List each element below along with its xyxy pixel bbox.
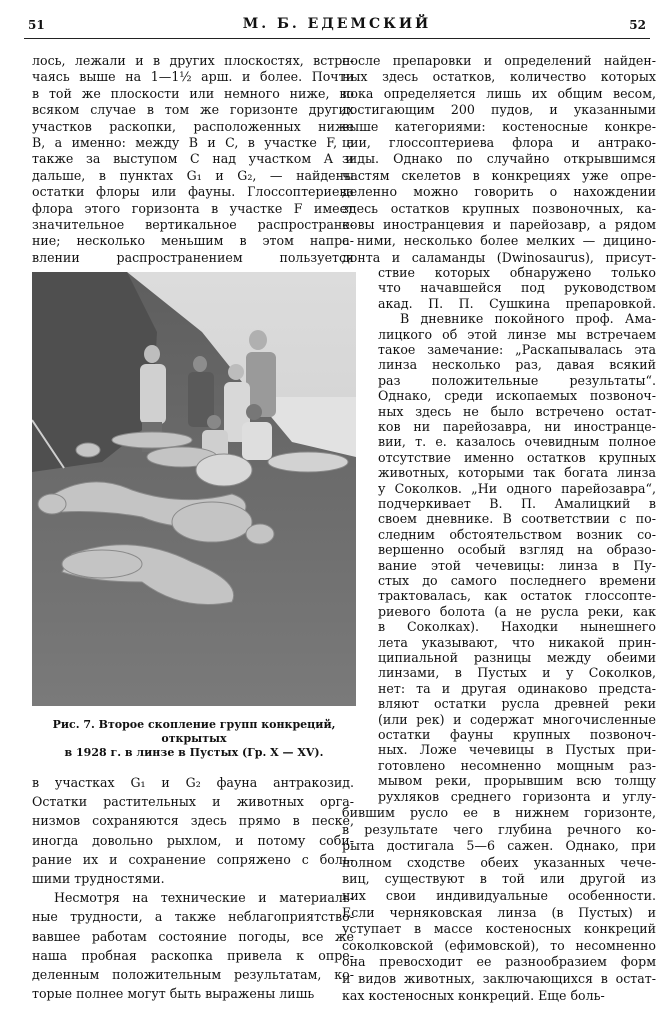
text-line: лось, лежали и в других плоскостях, встре- xyxy=(32,53,354,68)
text-line: рание их и сохранение сопряжено с боль- xyxy=(32,851,354,867)
text-line: нет: та и другая одинаково предста- xyxy=(378,680,656,696)
text-line: также за выступом C над участком A и xyxy=(32,151,354,167)
text-line: выше категориями: костеносные конкре- xyxy=(342,118,656,134)
text-line: низмов сохраняются здесь прямо в песке, xyxy=(32,813,354,829)
text-line: рыта достигала 5—6 сажен. Однако, при xyxy=(342,838,656,854)
text-line: ках костеносных конкреций. Еще боль- xyxy=(342,987,605,1003)
text-line: акад. П. П. Сушкина препаровкой. xyxy=(378,295,656,311)
figure-photo xyxy=(32,272,356,706)
text-line: шими трудностями. xyxy=(32,871,165,886)
text-line: деленным положительным результатам, ко- xyxy=(32,967,354,982)
figure-caption xyxy=(24,718,364,760)
text-line: здесь остатков крупных позвоночных, ка- xyxy=(342,200,656,216)
text-line: флора этого горизонта в участке F имеет xyxy=(32,200,354,216)
text-line: мывом реки, прорывшим всю толщу xyxy=(378,773,656,789)
text-line: рухляков среднего горизонта и углу- xyxy=(378,788,656,804)
text-line: соколковской (ефимовской), то несомненно xyxy=(342,937,656,953)
text-line: вии, т. е. казалось очевидным полное xyxy=(378,434,656,450)
text-line: ние; несколько меньшим в этом напра- xyxy=(32,233,354,249)
text-line: в результате чего глубина речного ко- xyxy=(342,821,656,837)
text-line: вавшее работам состояние погоды, все же xyxy=(32,928,354,944)
text-line: готовлено несомненно мощным раз- xyxy=(378,757,656,773)
text-line: в Соколках). Находки нынешнего xyxy=(378,619,656,635)
text-line: ципиальной разницы между обеими xyxy=(378,650,656,665)
text-line: и видов животных, заключающихся в остат- xyxy=(342,971,656,986)
text-line: В дневнике покойного проф. Ама- xyxy=(400,311,656,327)
text-line: у Соколков. „Ни одного парейозавра“, xyxy=(378,480,656,496)
text-line: них свои индивидуальные особенности. xyxy=(342,888,656,903)
text-line: риевого болота (а не русла реки, как xyxy=(378,603,656,619)
text-line: зиды. Однако по случайно открывшимся xyxy=(342,151,656,167)
caption-line: в 1928 г. в линзе в Пустых (Гр. X — XV). xyxy=(64,746,324,759)
text-line: остатки фауны крупных позвоноч- xyxy=(378,727,656,742)
header-rule xyxy=(24,38,650,39)
text-line: ков ни парейозавра, ни иностранце- xyxy=(378,419,656,434)
text-line: лицкого об этой линзе мы встречаем xyxy=(378,326,656,342)
text-line: ных здесь не было встречено остат- xyxy=(378,403,656,419)
text-line: Несмотря на технические и материаль- xyxy=(54,890,354,906)
page-number-left: 51 xyxy=(28,18,45,32)
text-line: виц, существуют в той или другой из xyxy=(342,871,656,887)
text-line: донта и саламанды (Dwinosaurus), присут- xyxy=(342,249,656,265)
text-line: отсутствие именно остатков крупных xyxy=(378,449,656,465)
text-line: значительное вертикальное распростране- xyxy=(32,217,354,232)
text-line: (или рек) и содержат многочисленные xyxy=(378,711,656,727)
text-line: частям скелетов в конкрециях уже опре- xyxy=(342,167,656,183)
text-line: линзами, в Пустых и у Соколков, xyxy=(378,665,656,681)
running-title: М. Б. ЕДЕМСКИЙ xyxy=(242,16,432,32)
text-line: стых до самого последнего времени xyxy=(378,573,656,588)
text-line: чаясь выше на 1—1½ арш. и более. Почти xyxy=(32,69,354,85)
text-line: подчеркивает В. П. Амалицкий в xyxy=(378,496,656,511)
text-line: ции, глоссоптериева флора и антрако- xyxy=(342,135,656,150)
text-line: вершенно особый взгляд на образо- xyxy=(378,542,656,558)
text-line: достигающим 200 пудов, и указанными xyxy=(342,102,656,118)
text-line: ных здесь остатков, количество которых xyxy=(342,69,656,85)
text-line: линза несколько раз, давая всякий xyxy=(378,357,656,373)
text-line: бившим русло ее в нижнем горизонте, xyxy=(342,805,656,820)
text-line: раз положительные результаты“. xyxy=(378,372,656,388)
text-line: с ними, несколько более мелких — дицино- xyxy=(342,233,656,249)
text-line: вание этой чечевицы: линза в Пу- xyxy=(378,557,656,573)
text-line: ные трудности, а также неблагоприятство- xyxy=(32,909,354,925)
text-line: дальше, в пунктах G₁ и G₂, — найдены xyxy=(32,167,354,183)
text-line: полном сходстве обеих указанных чече- xyxy=(342,854,656,870)
text-line: наша пробная раскопка привела к опре- xyxy=(32,947,354,963)
text-line: такое замечание: „Раскапывалась эта xyxy=(378,342,656,357)
text-line: в той же плоскости или немного ниже, во xyxy=(32,85,354,101)
text-line: ных. Ложе чечевицы в Пустых при- xyxy=(378,742,656,758)
text-line: B, а именно: между B и C, в участке F, а xyxy=(32,135,354,150)
text-line: торые полнее могут быть выражены лишь xyxy=(32,986,315,1002)
caption-line: Рис. 7. Второе скопление групп конкреций, открытых xyxy=(52,718,336,745)
text-line: ковы иностранцевия и парейозавр, а рядом xyxy=(342,217,656,232)
text-line: уступает в массе костеносных конкреций xyxy=(342,921,656,937)
text-line: пока определяется лишь их общим весом, xyxy=(342,85,656,101)
text-line: остатки флоры или фауны. Глоссоптериева xyxy=(32,184,354,200)
text-line: всяком случае в том же горизонте других xyxy=(32,102,354,118)
text-line: она превосходит ее разнообразием форм xyxy=(342,954,656,970)
text-line: иногда довольно рыхлом, и потому соби- xyxy=(32,832,354,848)
text-line: что начавшейся под руководством xyxy=(378,280,656,296)
text-line: после препаровки и определений найден- xyxy=(342,53,656,68)
text-line: следним обстоятельством возник со- xyxy=(378,526,656,542)
text-line: животных, которыми так богата линза xyxy=(378,465,656,481)
text-line: влении распространением пользуется xyxy=(32,249,354,265)
text-line: участков раскопки, расположенных ниже xyxy=(32,118,354,134)
excavation-photo xyxy=(32,272,356,706)
text-line: лета указывают, что никакой прин- xyxy=(378,634,656,650)
text-line: ствие которых обнаружено только xyxy=(378,265,656,280)
text-line: вляют остатки русла древней реки xyxy=(378,696,656,712)
text-line: своем дневнике. В соответствии с по- xyxy=(378,511,656,527)
text-line: Однако, среди ископаемых позвоноч- xyxy=(378,388,656,404)
text-line: деленно можно говорить о нахождении xyxy=(342,184,656,200)
page-header xyxy=(24,16,650,40)
text-line: в участках G₁ и G₂ фауна антракозид. xyxy=(32,775,354,790)
text-line: трактовалась, как остаток глоссопте- xyxy=(378,588,656,604)
text-line: Если черняковская линза (в Пустых) и xyxy=(342,904,656,920)
text-line: Остатки растительных и животных орга- xyxy=(32,794,354,810)
page-number-right: 52 xyxy=(629,18,646,32)
